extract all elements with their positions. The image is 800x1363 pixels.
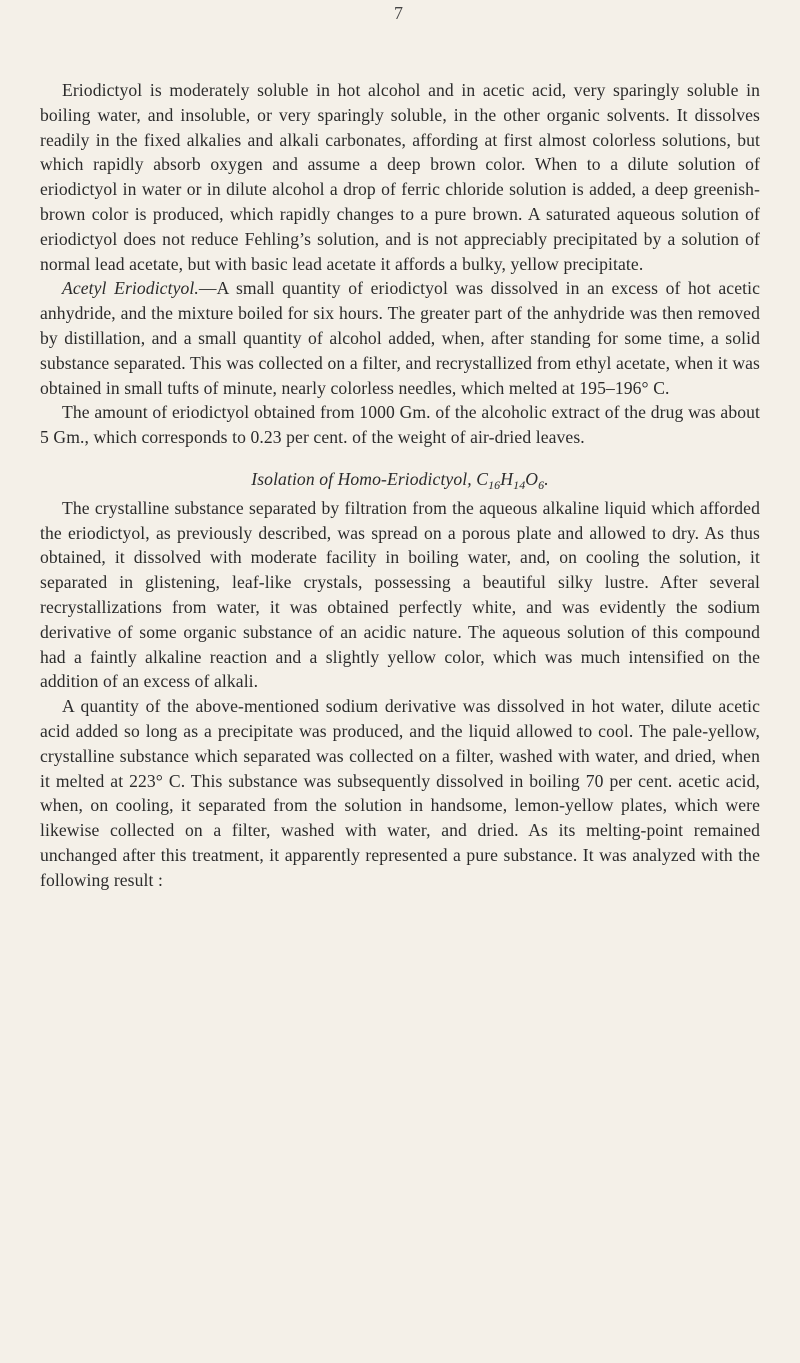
acetyl-eriodictyol-body: —A small quantity of eriodictyol was dissolved in an excess of hot acetic anhydride, and the mixture boiled for six hours. The greater part of the anhydride was then removed by distillation, and a small quantity of alcohol added, when, after standing for some time, a solid substance separated. This was collected on a filter, and recrystallized from ethyl acetate, when it was obtained in small tufts of minute, nearly colorless needles, which melted at 195–196° C. xyxy=(40,278,760,398)
formula-carbon: C xyxy=(476,468,489,489)
document-body xyxy=(40,78,760,893)
formula-end-period: . xyxy=(544,468,549,489)
paragraph-eriodictyol-solubility: Eriodictyol is moderately soluble in hot alcohol and in acetic acid, very sparingly soluble in boiling water, and insoluble, or very sparingly soluble, in the other organic solvents. It dissolves readily in the fixed alkalies and alkali carbonates, affording at first almost colorless solutions, but which rapidly absorb oxygen and assume a deep brown color. When to a dilute solution of eriodictyol in water or in dilute alcohol a drop of ferric chloride solution is added, a deep greenish-brown color is produced, which rapidly changes to a pure brown. A saturated aqueous solution of eriodictyol does not reduce Fehling’s solution, and is not appreciably precipitated by a solution of normal lead acetate, but with basic lead acetate it affords a bulky, yellow precipitate. xyxy=(40,80,760,274)
paragraph-crystalline-substance: The crystalline substance separated by filtration from the aqueous alkaline liquid which afforded the eriodictyol, as previously described, was spread on a porous plate and allowed to dry. As thus obtained, it dissolved with moderate facility in boiling water, and, on cooling the solution, it separated in glistening, leaf-like crystals, possessing a beautiful silky lustre. After several recrystallizations from water, it was obtained perfectly white, and was evidently the sodium derivative of some organic substance of an acidic nature. The aqueous solution of this compound had a faintly alkaline reaction and a slightly yellow color, which was much intensified on the addition of an excess of alkali. xyxy=(40,497,760,692)
paragraph-yield: The amount of eriodictyol obtained from 1000 Gm. of the alcoholic extract of the drug was about 5 Gm., which corresponds to 0.23 per cent. of the weight of air-dried leaves. xyxy=(40,402,760,448)
formula-oxygen: O xyxy=(525,468,539,489)
formula-hydrogen-subscript: 14 xyxy=(513,477,526,492)
section-title-isolation-homo-eriodictyol xyxy=(40,467,760,492)
molecular-formula xyxy=(476,468,549,492)
paragraph-acetyl-eriodictyol xyxy=(40,276,760,400)
acetyl-eriodictyol-heading: Acetyl Eriodictyol. xyxy=(62,278,199,299)
section-title-text: Isolation of Homo-Eriodictyol, xyxy=(251,468,472,489)
formula-hydrogen: H xyxy=(500,468,514,489)
page-number: 7 xyxy=(394,3,403,23)
formula-carbon-subscript: 16 xyxy=(488,477,501,492)
paragraph-sodium-derivative-treatment: A quantity of the above-mentioned sodium derivative was dissolved in hot water, dilute acetic acid added so long as a precipitate was produced, and the liquid allowed to cool. The pale-yellow, crystalline substance which separated was collected on a filter, washed with water, and dried, when it melted at 223° C. This substance was subsequently dissolved in boiling 70 per cent. acetic acid, when, on cooling, it separated from the solution in handsome, lemon-yellow plates, which were likewise collected on a filter, washed with water, and dried. As its melting-point remained unchanged after this treatment, it apparently represented a pure substance. It was analyzed with the following result : xyxy=(40,696,760,890)
formula-oxygen-subscript: 6 xyxy=(538,477,545,492)
